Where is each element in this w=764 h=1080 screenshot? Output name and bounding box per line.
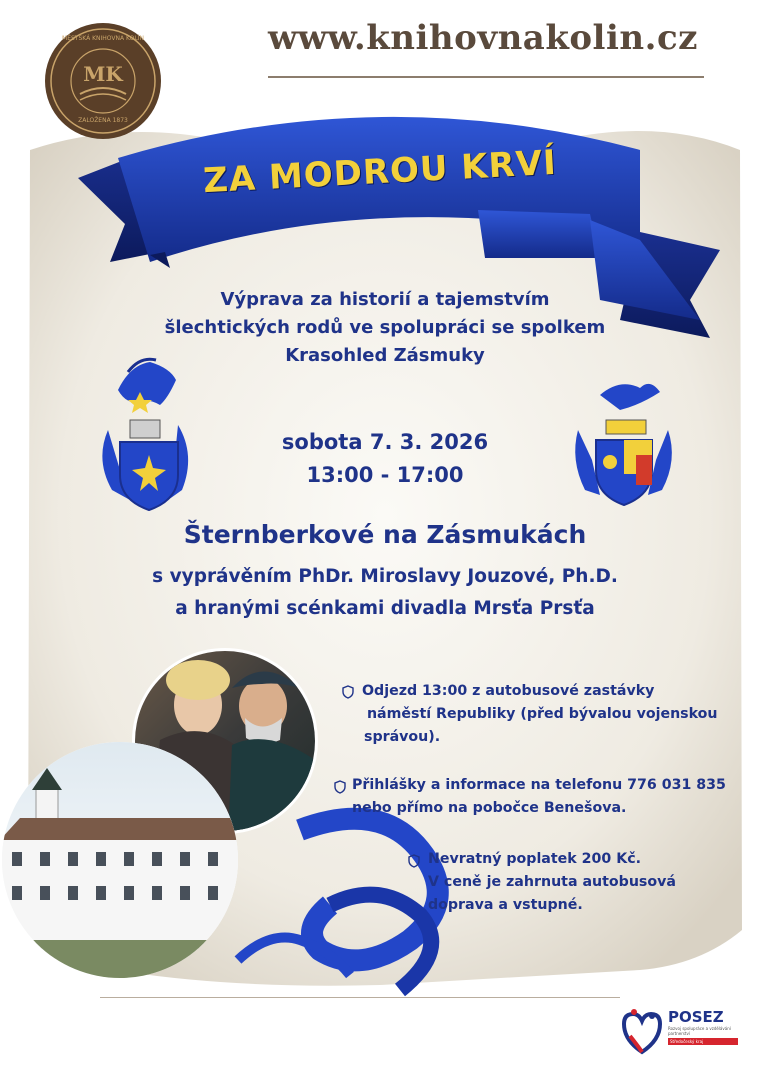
bottom-divider <box>100 997 620 998</box>
logo-text-top: MĚSTSKÁ KNIHOVNA KOLÍN <box>62 35 144 42</box>
headline: Šternberkové na Zásmukách <box>183 520 587 549</box>
subtitle-line-1: Výprava za historií a tajemstvím <box>220 289 550 310</box>
posez-region: Středočeský kraj <box>668 1038 738 1045</box>
info-3-line-1: Nevratný poplatek 200 Kč. <box>428 851 642 867</box>
subtitle-line-3: Krasohled Zásmuky <box>285 345 485 366</box>
banner-title: ZA MODROU KRVÍ <box>202 142 558 202</box>
website-url[interactable]: www.knihovnakolin.cz <box>268 18 698 58</box>
info-1-line-1: Odjezd 13:00 z autobusové zastávky <box>362 683 655 699</box>
shield-bullet-icon <box>342 685 354 699</box>
posez-heart-icon <box>620 1006 664 1056</box>
info-2-line-1: Přihlášky a informace na telefonu 776 031 835 <box>352 777 726 793</box>
subtitle-line-2: šlechtických rodů ve spolupráci se spolkem <box>164 317 606 338</box>
url-underline <box>268 76 704 78</box>
shield-bullet-icon <box>408 854 420 868</box>
subtitle-block <box>120 286 650 370</box>
info-1-line-2: náměstí Republiky (před bývalou vojenskou <box>362 706 718 722</box>
posez-logo[interactable] <box>620 1004 740 1064</box>
event-date: sobota 7. 3. 2026 <box>281 430 489 454</box>
info-2-line-2: nebo přímo na pobočce Benešova. <box>352 800 627 816</box>
info-1-line-3: správou). <box>364 729 441 745</box>
posez-name: POSEZ <box>668 1008 724 1026</box>
info-3-line-3: doprava a vstupné. <box>428 897 583 913</box>
details-line-1: s vyprávěním PhDr. Miroslavy Jouzové, Ph.D. <box>152 566 618 587</box>
info-3-line-2: V ceně je zahrnuta autobusová <box>428 874 676 890</box>
logo-monogram: MK <box>83 62 123 86</box>
logo-text-bottom: ZALOŽENA 1873 <box>78 117 128 124</box>
details-line-2: a hranými scénkami divadla Mrsťa Prsťa <box>175 598 595 619</box>
event-datetime <box>220 426 550 492</box>
library-logo[interactable] <box>44 22 162 140</box>
event-time: 13:00 - 17:00 <box>306 463 464 487</box>
posez-line-1: Rozvoj spolupráce a vzdělávání partnerství <box>668 1026 731 1036</box>
shield-bullet-icon <box>334 780 346 794</box>
